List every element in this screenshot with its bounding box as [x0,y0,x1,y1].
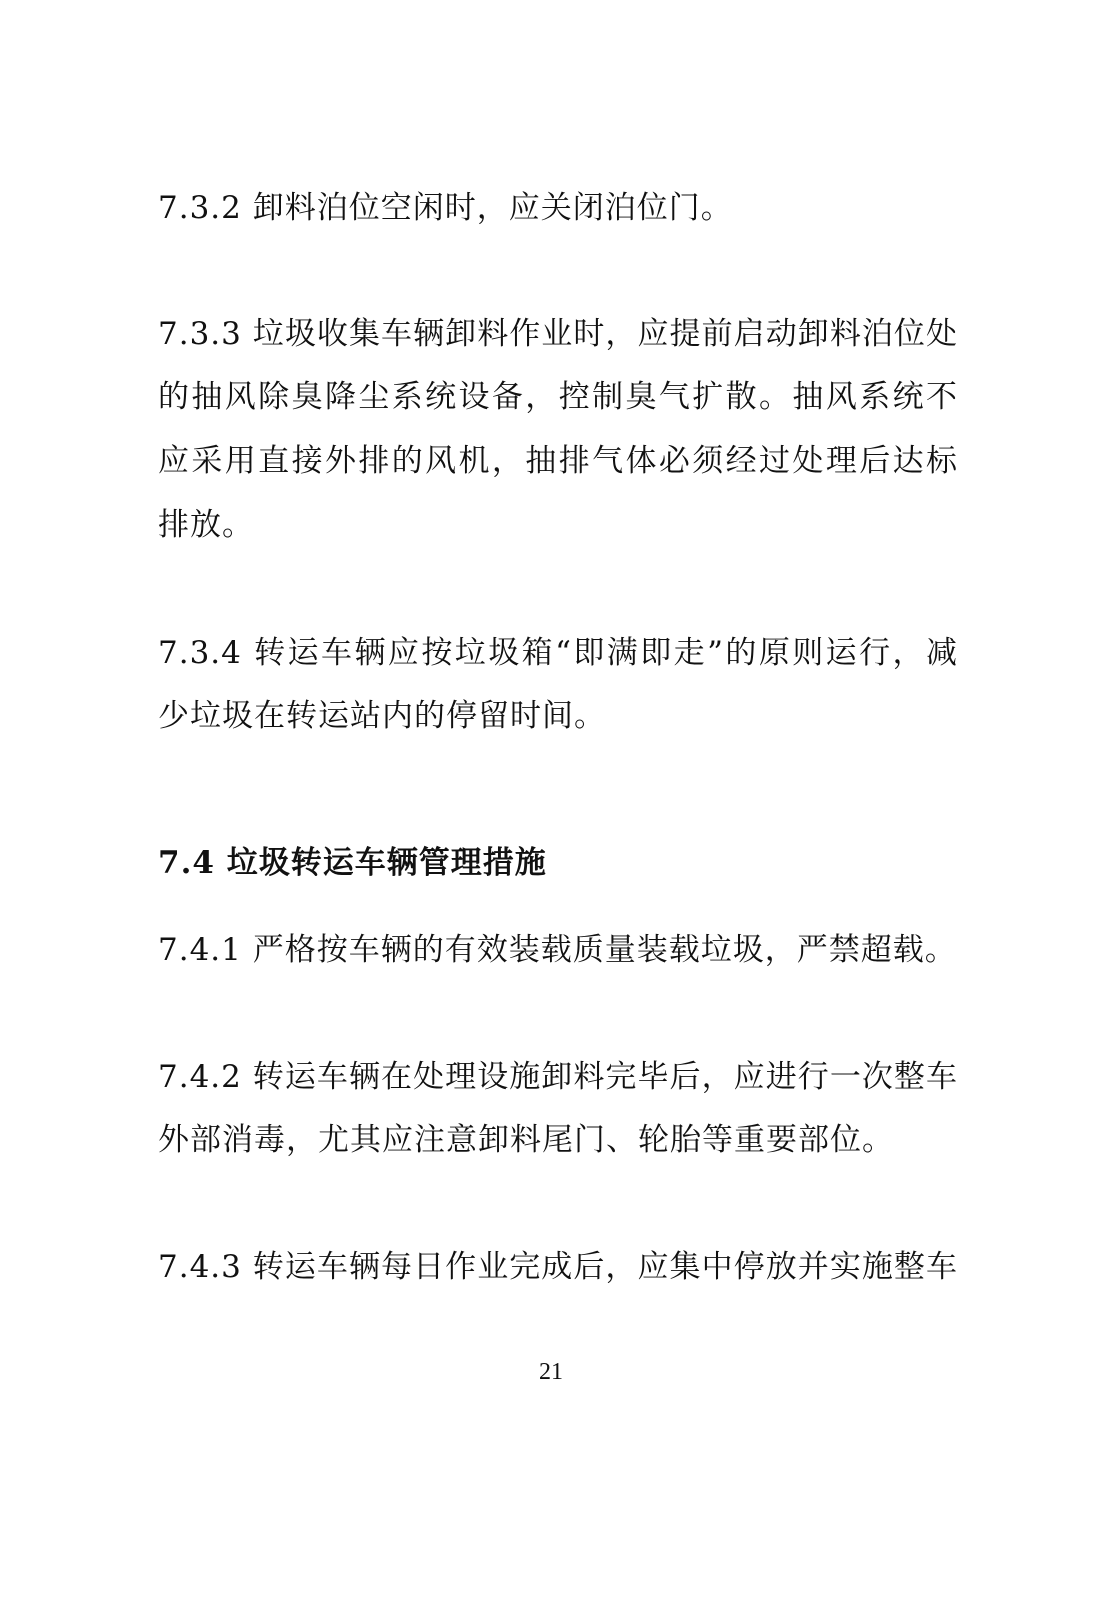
clause-7-3-4-line-1: 7.3.4 转运车辆应按垃圾箱“即满即走”的原则运行，减 [158,635,958,671]
clause-7-4-2-line-2: 外部消毒，尤其应注意卸料尾门、轮胎等重要部位。 [158,1122,894,1158]
clause-7-3-3-line-4: 排放。 [158,507,254,543]
section-7-4-heading: 7.4 垃圾转运车辆管理措施 [158,845,547,881]
clause-7-4-1-line-1: 7.4.1 严格按车辆的有效装载质量装载垃圾，严禁超载。 [158,932,957,968]
clause-7-4-3-line-1: 7.4.3 转运车辆每日作业完成后，应集中停放并实施整车 [158,1249,958,1285]
clause-7-4-2-line-1: 7.4.2 转运车辆在处理设施卸料完毕后，应进行一次整车 [158,1059,958,1095]
clause-7-3-2-line-1: 7.3.2 卸料泊位空闲时，应关闭泊位门。 [158,190,733,226]
clause-7-3-3-line-2: 的抽风除臭降尘系统设备，控制臭气扩散。抽风系统不 [158,379,958,415]
clause-7-3-3-line-1: 7.3.3 垃圾收集车辆卸料作业时，应提前启动卸料泊位处 [158,316,958,352]
page-number: 21 [539,1359,563,1385]
clause-7-3-3-line-3: 应采用直接外排的风机，抽排气体必须经过处理后达标 [158,443,958,479]
clause-7-3-4-line-2: 少垃圾在转运站内的停留时间。 [158,698,606,734]
